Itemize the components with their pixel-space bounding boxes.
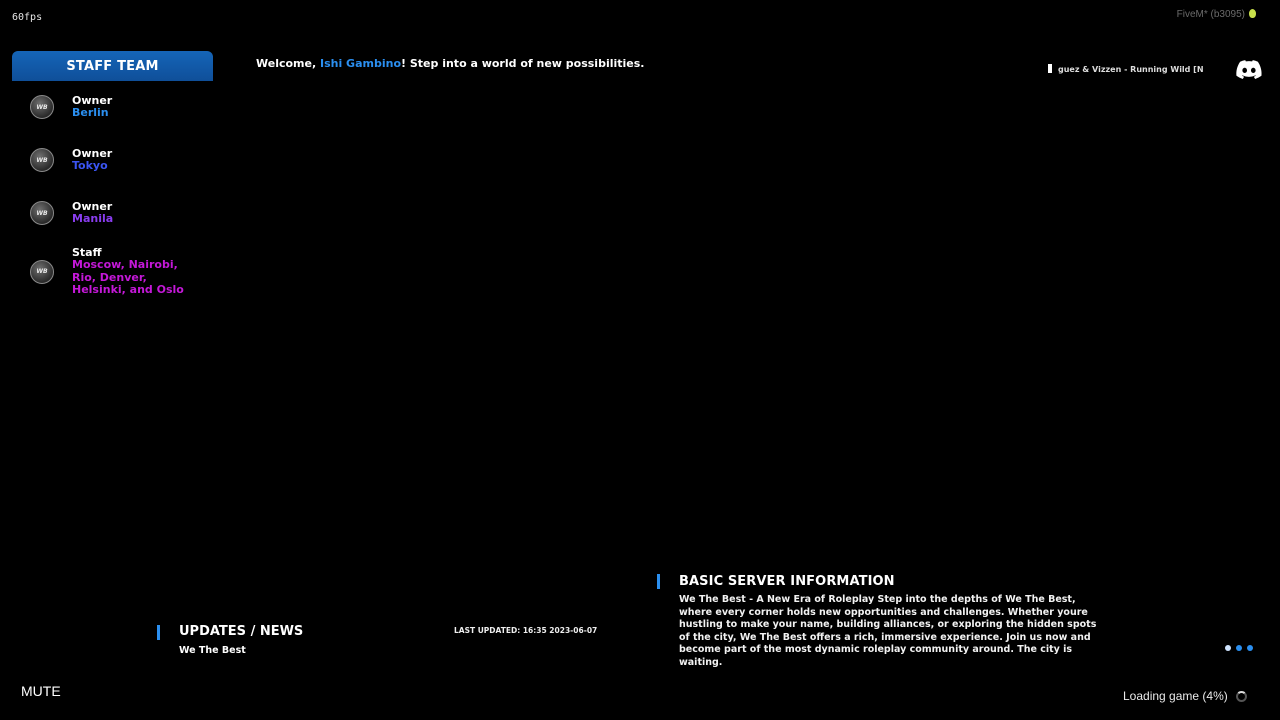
staff-role: Staff [72, 246, 102, 259]
staff-team-header: STAFF TEAM [12, 51, 213, 81]
staff-name: Berlin [72, 106, 109, 119]
staff-role: Owner [72, 94, 113, 107]
staff-entry-berlin [30, 95, 197, 120]
news-last-updated: LAST UPDATED: 16:35 2023-06-07 [454, 626, 598, 635]
basic-info-description: We The Best - A New Era of Roleplay Step into the depths of We The Best, where every corner holds new opportunities and challenges. Whether youre hustling to make your name, building alliances, or exploring the hidden spots of the city, We The Best offers a rich, immersive experience. Join us now and become part of the most dynamic roleplay community around. The city is waiting. [679, 594, 1097, 668]
staff-name: Manila [72, 212, 114, 225]
staff-entry-staff [30, 247, 197, 297]
server-logo-icon: WB [30, 148, 54, 172]
server-logo-icon: WB [30, 95, 54, 119]
loading-spinner-icon [1236, 691, 1247, 702]
welcome-prefix: Welcome, [256, 57, 320, 70]
client-version-label: FiveM* (b3095) [1176, 9, 1245, 20]
carousel-dot[interactable] [1247, 645, 1253, 651]
discord-icon[interactable] [1236, 59, 1262, 81]
section-accent-bar [657, 574, 660, 589]
server-logo-icon: WB [30, 201, 54, 225]
staff-entry-manila [30, 201, 197, 226]
basic-info-title: BASIC SERVER INFORMATION [679, 574, 895, 589]
staff-role: Owner [72, 147, 113, 160]
now-playing-text: guez & Vizzen - Running Wild [N [1058, 65, 1204, 74]
fps-counter: 60fps [12, 12, 43, 23]
staff-entry-tokyo [30, 148, 197, 173]
staff-name: Moscow, Nairobi, Rio, Denver, Helsinki, and Oslo [72, 258, 184, 296]
mute-button[interactable]: MUTE [21, 683, 61, 699]
staff-name: Tokyo [72, 159, 108, 172]
section-accent-bar [157, 625, 160, 640]
loading-status [1123, 689, 1247, 703]
carousel-dots [1225, 645, 1253, 651]
client-icon [1249, 9, 1256, 18]
welcome-message [256, 57, 644, 70]
carousel-dot[interactable] [1225, 645, 1231, 651]
news-subtitle: We The Best [179, 645, 246, 656]
staff-role: Owner [72, 200, 113, 213]
server-logo-icon: WB [30, 260, 54, 284]
client-version [1177, 9, 1256, 20]
carousel-dot[interactable] [1236, 645, 1242, 651]
welcome-username: Ishi Gambino [319, 57, 402, 70]
news-title: UPDATES / NEWS [179, 624, 304, 639]
loading-text: Loading game (4%) [1123, 689, 1228, 703]
welcome-suffix: ! Step into a world of new possibilities. [401, 57, 645, 70]
pause-icon[interactable] [1048, 64, 1052, 73]
music-player [1048, 64, 1204, 74]
